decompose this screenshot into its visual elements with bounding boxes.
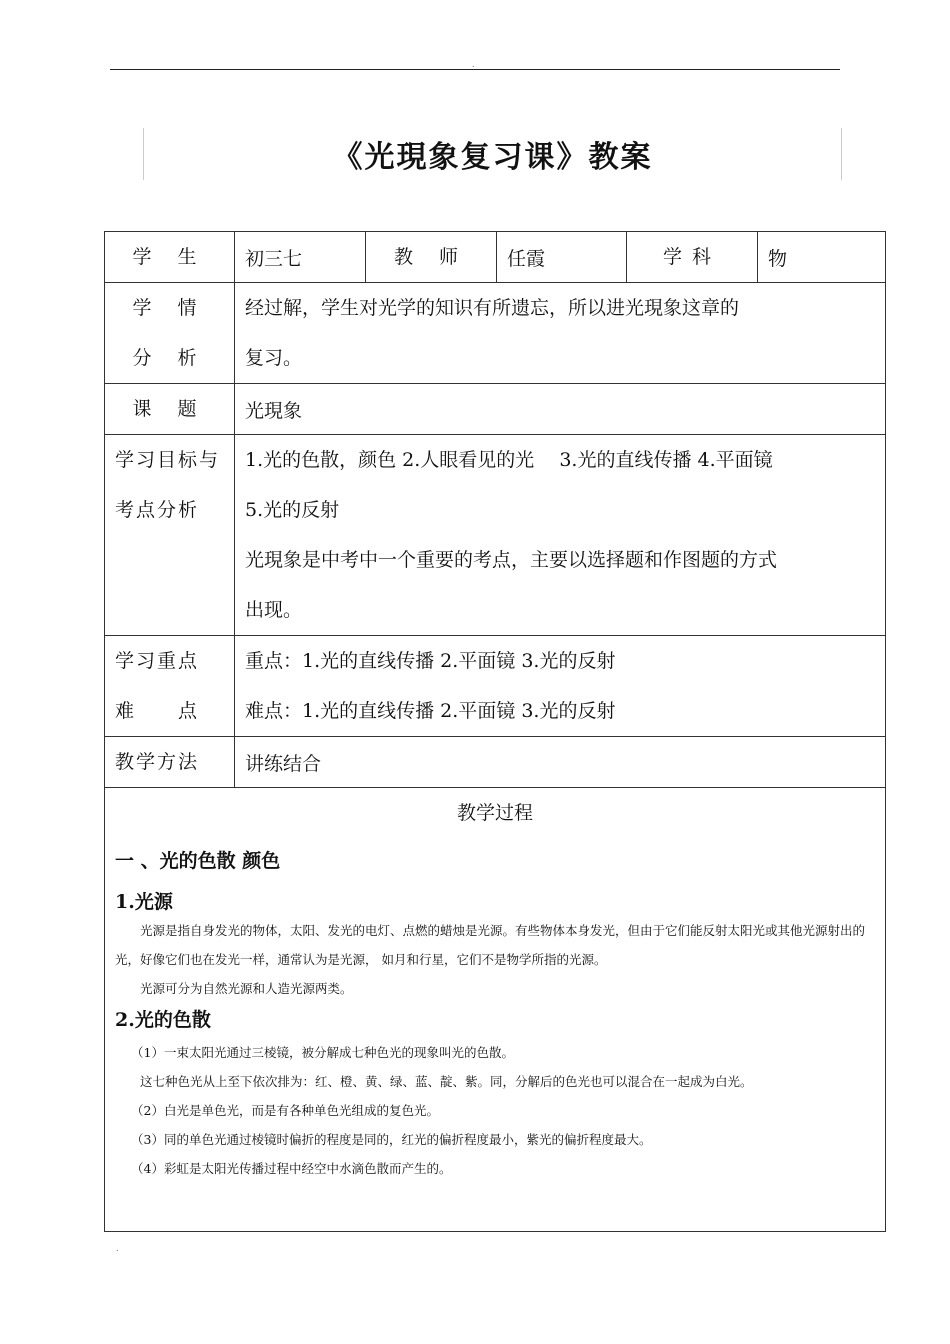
- keypoints-text: [235, 636, 886, 737]
- subject-label: 学科: [627, 232, 758, 283]
- dispersion-item1: （1）一束太阳光通过三棱镜，被分解成七种色光的现象叫光的色散。: [131, 1045, 514, 1060]
- dispersion-item2: （2）白光是单色光，而是有各种单色光组成的复色光。: [131, 1103, 439, 1118]
- goals-line4: 出现。: [245, 599, 303, 621]
- goals-line3: 光現象是中考中一个重要的考点，主要以选择题和作图题的方式: [245, 549, 778, 571]
- goals-label-line1: 学习目标与: [115, 449, 221, 471]
- method-row: [105, 737, 886, 788]
- analysis-label-line1: 学 情: [132, 297, 207, 319]
- analysis-text: [235, 283, 886, 384]
- teacher-label: 教 师: [366, 232, 497, 283]
- goals-line2: 5.光的反射: [245, 499, 340, 521]
- dispersion-item4: （4）彩虹是太阳光传播过程中经空中水滴色散而产生的。: [131, 1161, 452, 1176]
- footer-dot: .: [116, 1244, 119, 1253]
- student-label: 学 生: [105, 232, 235, 283]
- keypoints-label-line2: 难 点: [115, 700, 200, 722]
- header-rule: [110, 69, 840, 70]
- sub2-heading: 2.光的色散: [115, 1009, 211, 1031]
- method-label: 教学方法: [105, 737, 235, 788]
- title-box: [143, 128, 842, 180]
- keypoints-label-line1: 学习重点: [115, 650, 200, 672]
- topic-label: 课 题: [105, 384, 235, 435]
- process-cell: [105, 788, 886, 1232]
- header-dot: .: [472, 60, 475, 69]
- section1-heading: 一 、光的色散 颜色: [115, 850, 281, 872]
- goals-label: [105, 435, 235, 636]
- analysis-line1: 经过解，学生对光学的知识有所遗忘，所以进光現象这章的: [245, 297, 740, 319]
- topic-row: [105, 384, 886, 435]
- keypoints-line1: 重点：1.光的直线传播 2.平面镜 3.光的反射: [245, 650, 616, 672]
- goals-row: [105, 435, 886, 636]
- student-value: 初三七: [235, 232, 366, 283]
- keypoints-row: [105, 636, 886, 737]
- keypoints-line2: 难点：1.光的直线传播 2.平面镜 3.光的反射: [245, 700, 616, 722]
- process-row: [105, 788, 886, 1232]
- dispersion-item1-cont: 这七种色光从上至下依次排为：红、橙、黄、绿、蓝、靛、紫。同，分解后的色光也可以混合在一起成为白光。: [140, 1074, 753, 1089]
- process-title: 教学过程: [456, 802, 533, 824]
- goals-text: [235, 435, 886, 636]
- method-value: 讲练结合: [235, 737, 886, 788]
- sub1-heading: 1.光源: [115, 891, 173, 913]
- keypoints-label: [105, 636, 235, 737]
- topic-value: 光現象: [235, 384, 886, 435]
- goals-line1: 1.光的色散，颜色 2.人眼看见的光 3.光的直线传播 4.平面镜: [245, 449, 773, 471]
- lesson-plan-table: [104, 231, 886, 1232]
- sub1-paragraph2: 光源可分为自然光源和人造光源两类。: [140, 981, 353, 996]
- goals-label-line2: 考点分析: [115, 499, 200, 521]
- analysis-label-line2: 分 析: [132, 347, 207, 369]
- analysis-row: [105, 283, 886, 384]
- analysis-label: [105, 283, 235, 384]
- analysis-line2: 复习。: [245, 347, 303, 369]
- info-row: [105, 232, 886, 283]
- teacher-value: 任霞: [497, 232, 627, 283]
- page-title: 《光現象复习课》教案: [332, 140, 653, 175]
- subject-value: 物: [758, 232, 886, 283]
- sub1-paragraph1: 光源是指自身发光的物体，太阳、发光的电灯、点燃的蜡烛是光源。有些物体本身发光，但由于它们能反射太阳光或其他光源射出的光，好像它们也在发光一样，通常认为是光源， 如月和行星，它们不是物学所指的光源。: [115, 923, 866, 967]
- dispersion-item3: （3）同的单色光通过棱镜时偏折的程度是同的，红光的偏折程度最小，紫光的偏折程度最大。: [131, 1132, 652, 1147]
